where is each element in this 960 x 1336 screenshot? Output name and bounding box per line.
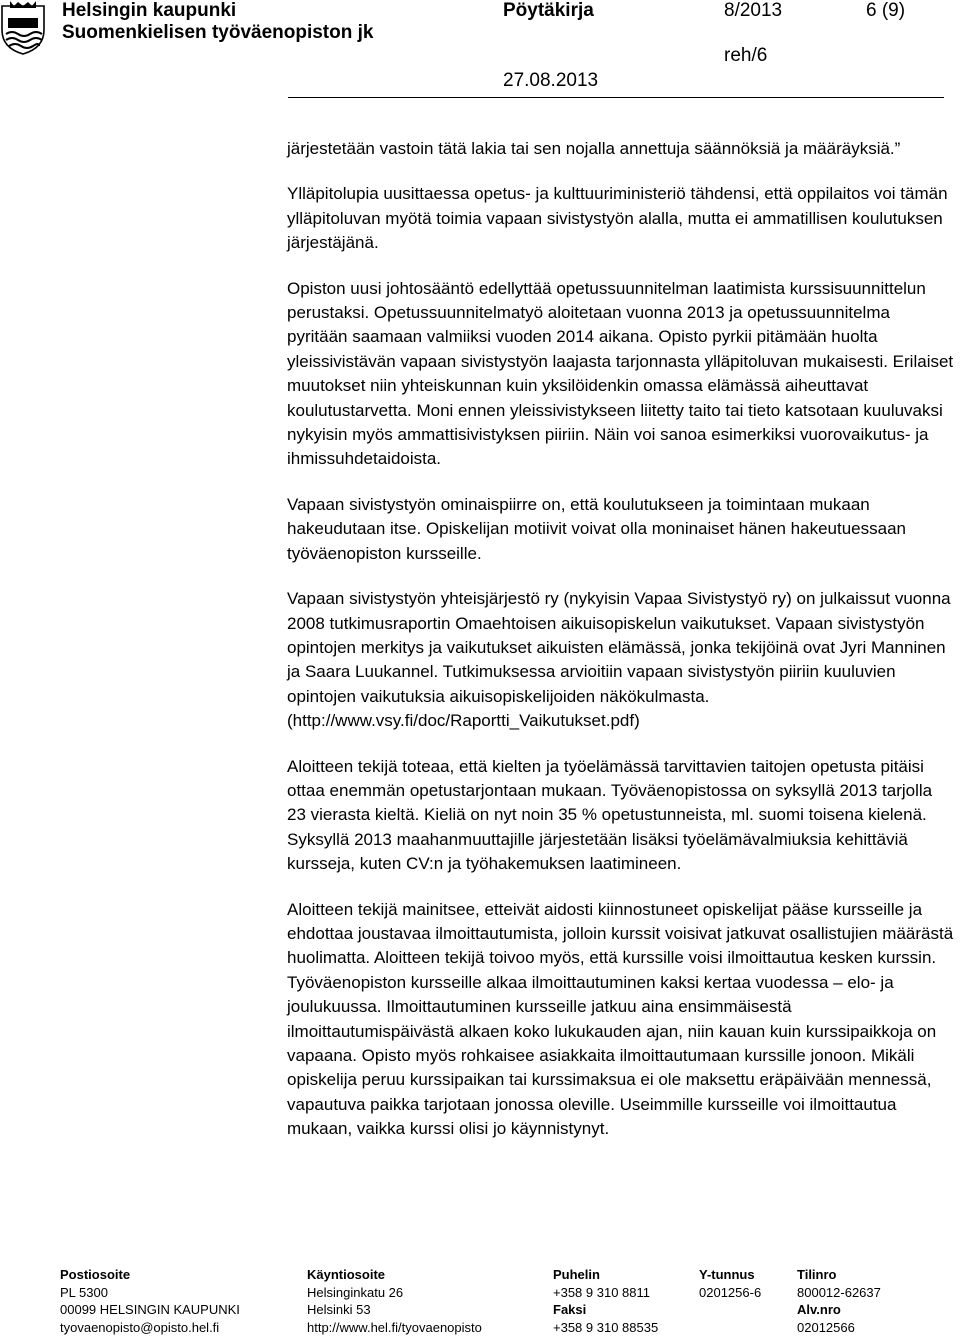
footer-postal-box: PL 5300 bbox=[60, 1284, 240, 1302]
footer-account-heading: Tilinro bbox=[797, 1266, 881, 1284]
paragraph-3: Opiston uusi johtosääntö edellyttää opetussuunnitelman laatimista kurssisuunnittelun perustaksi. Opetussuunnitelmatyö aloitetaan vuonna 2013 ja opetussuunnitelma pyritään saamaan valmiiksi vuoden 2014 aikana. Opisto pyrkii pitämään huolta yleissivistävän vapaan sivistystyön laajasta tarjonnasta ylläpitoluvan mukaisesti. Erilaiset muutokset niin yhteiskunnan kuin yksilöidenkin omassa elämässä aiheuttavat koulutustarvetta. Moni ennen yleissivistykseen liitetty taito tai tieto katsotaan kuuluvaksi nykyisin myös ammattisivistyksen piiriin. Näin voi sanoa esimerkiksi vuorovaikutus- ja ihmissuhdetaidoista. bbox=[287, 277, 955, 472]
footer-phone-number: +358 9 310 8811 bbox=[553, 1284, 658, 1302]
document-body bbox=[287, 137, 955, 1163]
footer-city: Helsinki 53 bbox=[307, 1301, 482, 1319]
paragraph-5: Vapaan sivistystyön yhteisjärjestö ry (nykyisin Vapaa Sivistystyö ry) on julkaissut vuonna 2008 tutkimusraportin Omaehtoisen aikuisopiskelun vaikutukset. Vapaan sivistystyön opintojen merkitys ja vaikutukset aikuisten elämässä, jonka tekijöinä ovat Jyri Manninen ja Saara Luukannel. Tutkimuksessa arvioitiin vapaan sivistystyön piiriin kuuluvien opintojen vaikutuksia aikuisopiskelijoiden näkökulmasta. (http://www.vsy.fi/doc/Raportti_Vaikutukset.pdf) bbox=[287, 587, 955, 733]
footer-phone bbox=[553, 1266, 658, 1336]
header-institute: Suomenkielisen työväenopiston jk bbox=[62, 22, 373, 44]
footer-vat-number: 02012566 bbox=[797, 1319, 881, 1336]
footer-business-id bbox=[699, 1266, 761, 1301]
footer-account-number: 800012-62637 bbox=[797, 1284, 881, 1302]
header-page-number: 6 (9) bbox=[866, 0, 905, 22]
header-city: Helsingin kaupunki bbox=[62, 0, 236, 22]
footer-phone-heading: Puhelin bbox=[553, 1266, 658, 1284]
paragraph-2: Ylläpitolupia uusittaessa opetus- ja kulttuuriministeriö tähdensi, että oppilaitos voi tämän ylläpitoluvan myötä toimia vapaan sivistystyön alalla, mutta ei ammatillisen koulutuksen järjestäjänä. bbox=[287, 182, 955, 255]
footer-fax-number: +358 9 310 88535 bbox=[553, 1319, 658, 1336]
footer-postal-address bbox=[60, 1266, 240, 1336]
footer-visiting-address bbox=[307, 1266, 482, 1336]
header-doc-number: 8/2013 bbox=[724, 0, 782, 22]
header-section: reh/6 bbox=[724, 45, 767, 67]
paragraph-4: Vapaan sivistystyön ominaispiirre on, että koulutukseen ja toimintaan mukaan hakeudutaan itse. Opiskelijan motiivit voivat olla moninaiset hänen hakeutuessaan työväenopiston kursseille. bbox=[287, 493, 955, 566]
paragraph-7: Aloitteen tekijä mainitsee, etteivät aidosti kiinnostuneet opiskelijat pääse kursseille ja ehdottaa joustavaa ilmoittautumista, jolloin kurssit voisivat jatkuvat osallistujien määrästä huolimatta. Aloitteen tekijä toivoo myös, että kurssille voisi ilmoittautua kesken kurssin. Työväenopiston kursseille alkaa ilmoittautuminen kaksi kertaa vuodessa – elo- ja joulukuussa. Ilmoittautuminen kursseille jatkuu aina ensimmäisestä ilmoittautumispäivästä alkaen koko lukukauden ajan, niin kauan kuin kurssipaikkoja on vapaana. Opisto myös rohkaisee asiakkaita ilmoittautumaan kurssille jonoon. Mikäli opiskelija peruu kurssipaikan tai kurssimaksua ei ole maksettu eräpäivään mennessä, vapautuva paikka tarjotaan jonossa oleville. Useimmille kursseille voi ilmoittautua mukaan, vaikka kurssi olisi jo käynnistynyt. bbox=[287, 898, 955, 1142]
footer-visit-heading: Käyntiosoite bbox=[307, 1266, 482, 1284]
header-divider bbox=[288, 97, 944, 98]
footer-postal-heading: Postiosoite bbox=[60, 1266, 240, 1284]
footer-fax-heading: Faksi bbox=[553, 1301, 658, 1319]
footer-account bbox=[797, 1266, 881, 1336]
header-date: 27.08.2013 bbox=[503, 70, 598, 92]
footer-postal-code: 00099 HELSINGIN KAUPUNKI bbox=[60, 1301, 240, 1319]
paragraph-6: Aloitteen tekijä toteaa, että kielten ja työelämässä tarvittavien taitojen opetusta pitäisi ottaa enemmän opetustarjontaan mukaan. Työväenopistossa on syksyllä 2013 tarjolla 23 vierasta kieltä. Kieliä on nyt noin 35 % opetustunneista, ml. suomi toisena kielenä. Syksyllä 2013 maahanmuuttajille järjestetään lisäksi työelämävalmiuksia kehittäviä kursseja, kuten CV:n ja työhakemuksen laatimineen. bbox=[287, 755, 955, 877]
footer-business-id-heading: Y-tunnus bbox=[699, 1266, 761, 1284]
helsinki-crest-logo bbox=[0, 0, 46, 56]
footer-street: Helsinginkatu 26 bbox=[307, 1284, 482, 1302]
footer-business-id-value: 0201256-6 bbox=[699, 1284, 761, 1302]
paragraph-1: järjestetään vastoin tätä lakia tai sen nojalla annettuja säännöksiä ja määräyksiä.” bbox=[287, 137, 955, 161]
header-doc-type: Pöytäkirja bbox=[503, 0, 594, 22]
footer-email: tyovaenopisto@opisto.hel.fi bbox=[60, 1319, 240, 1336]
footer-vat-heading: Alv.nro bbox=[797, 1301, 881, 1319]
footer-website-link[interactable]: http://www.hel.fi/tyovaenopisto bbox=[307, 1319, 482, 1336]
